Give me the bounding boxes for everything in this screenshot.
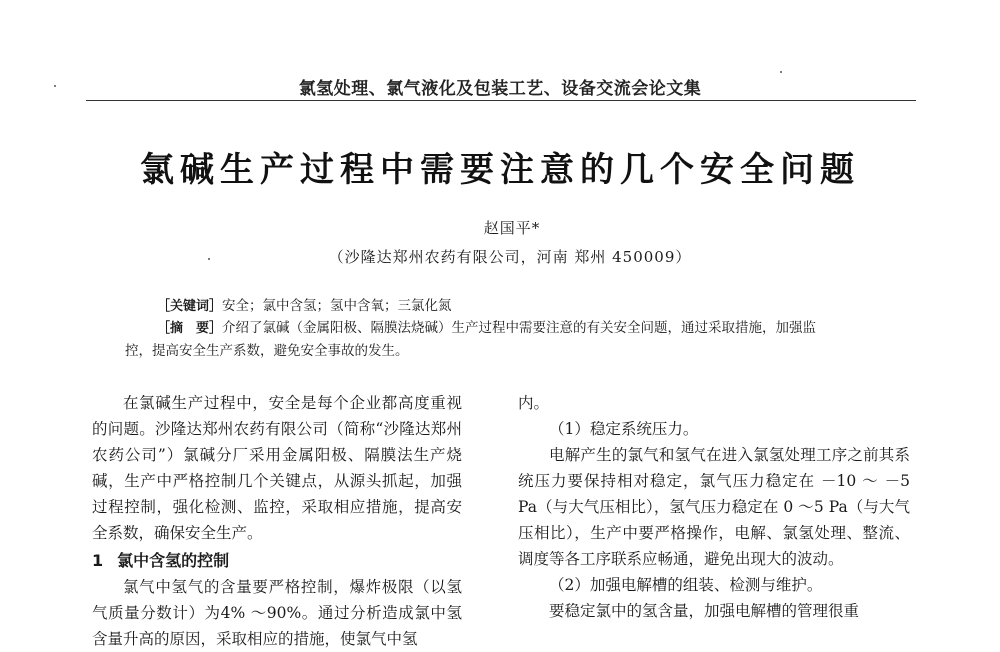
scan-speck — [54, 85, 56, 87]
header-rule — [86, 100, 916, 101]
keywords-text: 安全；氯中含氢；氢中含氧；三氯化氮 — [222, 298, 452, 314]
running-header: 氯氢处理、氯气液化及包装工艺、设备交流会论文集 — [298, 79, 702, 99]
section-1-heading — [92, 548, 462, 574]
continuation-text: 内。 — [518, 394, 550, 412]
abstract-label: ［摘 要］ — [157, 321, 223, 336]
left-column — [92, 390, 462, 652]
item-1-paragraph: 电解产生的氯气和氢气在进入氯氢处理工序之前其系统压力要保持相对稳定，氯气压力稳定在 －10 ～ －5 Pa（与大气压相比），氢气压力稳定在 0 ～5 Pa（与大气压相比），生产中要严格操作，电解、氯氢处理、整流、调度等各工序联系应畅通，避免出现大的波动。 — [518, 446, 910, 568]
affiliation: （沙隆达郑州农药有限公司，河南 郑州 450009） — [328, 248, 692, 266]
abstract-line-2: 控，提高安全生产系数，避免安全事故的发生。 — [125, 343, 409, 359]
abstract — [125, 317, 925, 363]
item-1-title: （1）稳定系统压力。 — [549, 420, 699, 438]
section-1-number: 1 — [92, 551, 104, 570]
right-column — [518, 390, 910, 624]
abstract-text-1: 介绍了氯碱（金属阳极、隔膜法烧碱）生产过程中需要注意的有关安全问题，通过采取措施，加强监 — [222, 320, 817, 336]
section-1-title: 氯中含氢的控制 — [117, 551, 230, 570]
item-2-paragraph: 要稳定氯中的氢含量，加强电解槽的管理很重 — [549, 602, 860, 620]
keywords-label: ［关键词］ — [157, 299, 223, 314]
item-2-title: （2）加强电解槽的组装、检测与维护。 — [549, 576, 823, 594]
article-title: 氯碱生产过程中需要注意的几个安全问题 — [140, 150, 860, 190]
abstract-line-1 — [125, 317, 925, 340]
section-1-paragraph: 氯气中氢气的含量要严格控制，爆炸极限（以氢气质量分数计）为4% ～90%。通过分析造成氯中氢含量升高的原因，采取相应的措施，使氯气中氢 — [92, 578, 462, 648]
author: 赵国平* — [483, 219, 541, 237]
intro-paragraph: 在氯碱生产过程中，安全是每个企业都高度重视的问题。沙隆达郑州农药有限公司（简称“沙隆达郑州农药公司”）氯碱分厂采用金属阳极、隔膜法生产烧碱，生产中严格控制几个关键点，从源头抓起，加强过程控制，强化检测、监控，采取相应措施，提高安全系数，确保安全生产。 — [92, 394, 462, 542]
keywords — [157, 295, 917, 318]
scan-speck — [780, 71, 782, 73]
